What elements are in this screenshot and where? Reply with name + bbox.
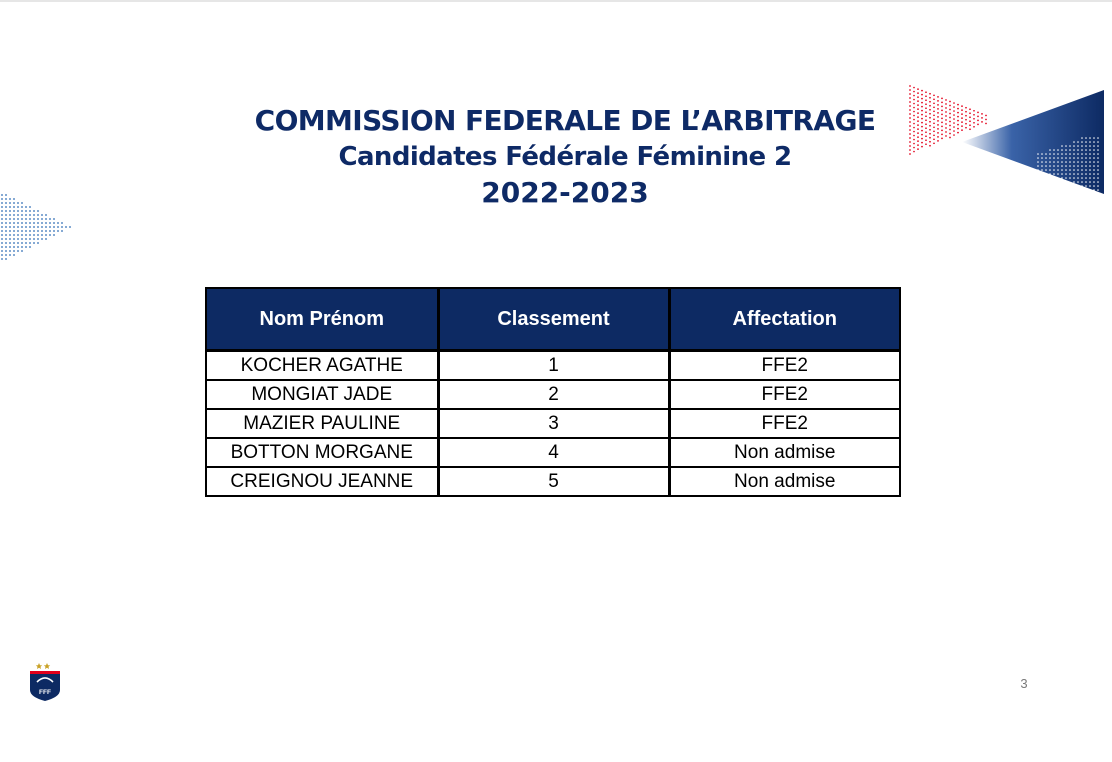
cell-assignment: FFE2	[669, 380, 900, 409]
table-header-row	[206, 288, 900, 351]
cell-assignment: FFE2	[669, 409, 900, 438]
cell-assignment: FFE2	[669, 351, 900, 381]
candidates-subtitle: Candidates Fédérale Féminine 2	[338, 142, 792, 172]
results-table	[205, 287, 901, 497]
page-number: 3	[1020, 676, 1028, 691]
cell-assignment: Non admise	[669, 467, 900, 496]
table-row	[206, 380, 900, 409]
season-title: 2022-2023	[481, 176, 649, 209]
cell-name: CREIGNOU JEANNE	[206, 467, 438, 496]
header-nom-prenom: Nom Prénom	[206, 288, 438, 351]
title-block	[0, 103, 1112, 211]
commission-title: COMMISSION FEDERALE DE L’ARBITRAGE	[254, 104, 876, 137]
table-row	[206, 351, 900, 381]
cell-name: BOTTON MORGANE	[206, 438, 438, 467]
cell-assignment: Non admise	[669, 438, 900, 467]
cell-name: MAZIER PAULINE	[206, 409, 438, 438]
cell-rank: 4	[438, 438, 669, 467]
fff-logo	[28, 660, 64, 702]
table-row	[206, 409, 900, 438]
cell-rank: 2	[438, 380, 669, 409]
cell-name: KOCHER AGATHE	[206, 351, 438, 381]
top-border-line	[0, 0, 1112, 2]
cell-rank: 5	[438, 467, 669, 496]
table-row	[206, 438, 900, 467]
svg-text:FFF: FFF	[39, 689, 51, 696]
table-row	[206, 467, 900, 496]
header-classement: Classement	[438, 288, 669, 351]
cell-name: MONGIAT JADE	[206, 380, 438, 409]
cell-rank: 1	[438, 351, 669, 381]
cell-rank: 3	[438, 409, 669, 438]
header-affectation: Affectation	[669, 288, 900, 351]
